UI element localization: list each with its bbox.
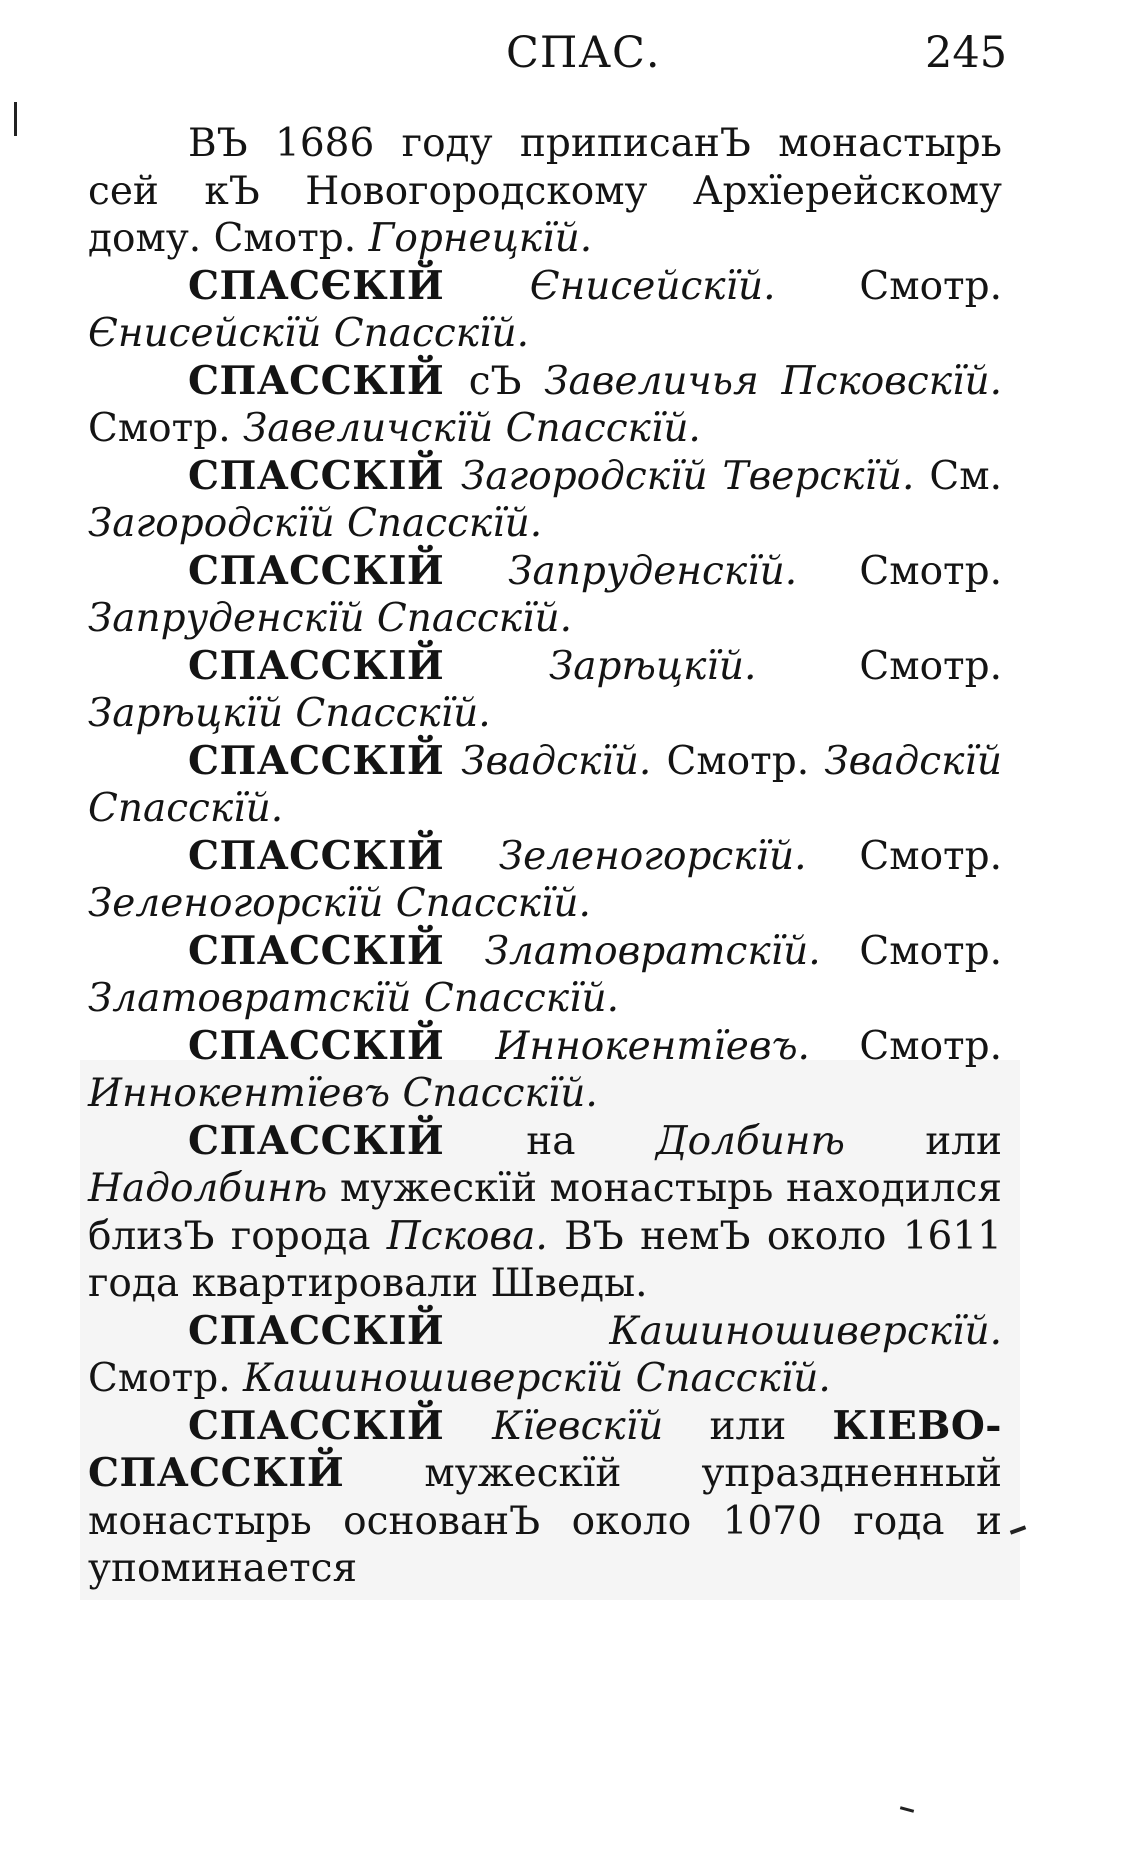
- entry-italic-text: Кашиношиверскїй.: [609, 1308, 1002, 1354]
- entry-headword: СПАССКІЙ: [188, 452, 461, 499]
- entry-italic-text: Загородскїй Спасскїй.: [88, 501, 543, 546]
- entry-text: Смотр.: [88, 406, 243, 451]
- dictionary-entry: [88, 928, 1002, 1023]
- entry-headword: СПАССКІЙ: [188, 832, 499, 879]
- entry-text: Смотр.: [756, 643, 1002, 689]
- entry-headword: СПАСЄКІЙ: [188, 262, 530, 309]
- entry-text: мужескїй монастырь находился близЪ города: [88, 1166, 1002, 1259]
- entry-italic-text: Иннокентїевъ Спасскїй.: [88, 1071, 598, 1116]
- dictionary-entry: [88, 1023, 1002, 1118]
- entry-italic-text: Завеличья Псковскїй.: [544, 358, 1002, 404]
- entry-italic-text: Иннокентїевъ.: [495, 1023, 810, 1069]
- dictionary-entry: [88, 738, 1002, 833]
- entry-italic-text: Загородскїй Тверскїй.: [460, 453, 915, 499]
- entry-headword: СПАССКІЙ: [188, 547, 509, 594]
- body-text: [88, 120, 1002, 1593]
- entry-italic-text: Зарѣцкїй.: [548, 643, 757, 689]
- entry-headword: СПАССКІЙ: [188, 1022, 496, 1069]
- entry-text: Смотр.: [88, 1356, 243, 1401]
- dictionary-entry: [88, 263, 1002, 358]
- entry-text: Смотр.: [775, 263, 1002, 309]
- entry-italic-text: Пскова.: [386, 1213, 548, 1259]
- dictionary-entry: [88, 1403, 1002, 1593]
- entry-text: Смотр.: [651, 738, 825, 784]
- entry-text: Смотр.: [820, 928, 1002, 974]
- entry-headword: СПАССКІЙ: [188, 1307, 610, 1354]
- dictionary-entry: [88, 120, 1002, 263]
- entry-headword: СПАССКІЙ: [188, 927, 485, 974]
- entry-italic-text: Зеленогорскїй Спасскїй.: [88, 881, 591, 926]
- dictionary-entry: [88, 548, 1002, 643]
- entry-italic-text: Зарѣцкїй Спасскїй.: [88, 691, 491, 736]
- margin-mark: [14, 102, 17, 136]
- page-header: [0, 22, 1140, 82]
- entry-italic-text: Запруденскїй.: [508, 548, 798, 594]
- running-head: СПАС.: [506, 28, 661, 78]
- page-number: 245: [925, 28, 1008, 78]
- entry-italic-text: Звадскїй Спасскїй.: [88, 738, 1003, 831]
- entry-headword: СПАССКІЙ: [188, 357, 469, 404]
- entry-italic-text: Кїевскїй: [492, 1403, 664, 1449]
- entry-italic-text: Звадскїй.: [461, 738, 652, 784]
- dictionary-entry: [88, 1308, 1002, 1403]
- entry-text: См.: [914, 453, 1002, 499]
- entry-text: сЪ: [468, 358, 545, 404]
- entry-text: мужескїй упраздненный монастырь основанЪ около 1070 года и упоминается: [88, 1451, 1002, 1591]
- entry-headword: КІЕВО-СПАССКІЙ: [88, 1402, 1002, 1496]
- entry-italic-text: Златовратскїй Спасскїй.: [88, 976, 620, 1021]
- entry-italic-text: Запруденскїй Спасскїй.: [88, 596, 573, 641]
- entry-text: на: [526, 1118, 656, 1164]
- entry-text: ВЪ немЪ около 1611 года квартировали Шведы.: [88, 1213, 1002, 1306]
- entry-italic-text: Кашиношиверскїй Спасскїй.: [243, 1356, 831, 1401]
- entry-italic-text: Златовратскїй.: [484, 928, 821, 974]
- entry-italic-text: Горнецкїй.: [368, 216, 593, 261]
- entry-italic-text: Єнисейскїй.: [529, 263, 776, 309]
- stray-mark: [900, 1806, 914, 1813]
- dictionary-entry: [88, 1118, 1002, 1308]
- entry-headword: СПАССКІЙ: [188, 642, 549, 689]
- entry-italic-text: Єнисейскїй Спасскїй.: [88, 311, 529, 356]
- dictionary-entry: [88, 833, 1002, 928]
- entry-headword: СПАССКІЙ: [188, 737, 462, 784]
- entry-italic-text: Надолбинѣ: [88, 1166, 328, 1211]
- entry-text: или: [663, 1403, 833, 1449]
- entry-text: Смотр.: [797, 548, 1002, 594]
- dictionary-entry: [88, 358, 1002, 453]
- entry-text: или: [844, 1118, 1002, 1164]
- entry-text: Смотр.: [806, 833, 1002, 879]
- dictionary-entry: [88, 643, 1002, 738]
- entry-italic-text: Долбинѣ: [655, 1118, 845, 1164]
- entry-italic-text: Завеличскїй Спасскїй.: [243, 406, 701, 451]
- dictionary-entry: [88, 453, 1002, 548]
- entry-headword: СПАССКІЙ: [188, 1117, 527, 1164]
- entry-headword: СПАССКІЙ: [188, 1402, 493, 1449]
- entry-text: Смотр.: [809, 1023, 1002, 1069]
- entry-text: ВЪ 1686 году приписанЪ монастырь сей кЪ Новогородскому Архїерейскому дому. Смотр.: [88, 121, 1002, 261]
- entry-italic-text: Зеленогорскїй.: [498, 833, 807, 879]
